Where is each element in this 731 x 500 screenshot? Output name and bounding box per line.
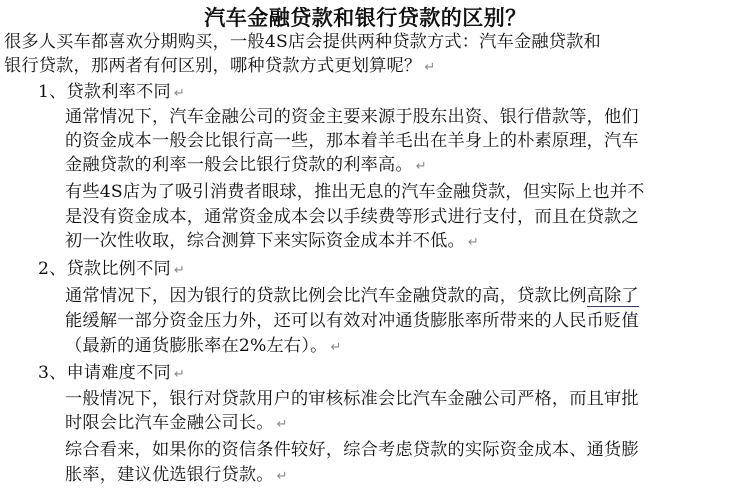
paragraph-mark-icon: ↵ [467, 235, 480, 250]
paragraph-mark-icon: ↵ [415, 159, 427, 174]
section-1-para-1-line-3: 金融贷款的利率一般会比银行贷款的利率高。 ↵ [65, 155, 427, 175]
section-2-heading: 2、贷款比例不同 ↵ [38, 259, 185, 279]
section-3-heading: 3、申请难度不同 ↵ [38, 363, 185, 383]
document-title: 汽车金融贷款和银行贷款的区别？ [204, 5, 527, 30]
paragraph-mark-icon: ↵ [330, 340, 342, 355]
paragraph-mark-icon: ↵ [173, 263, 185, 278]
section-3-para-1-line-2: 时限会比汽车金融公司长。 ↵ [65, 413, 288, 433]
section-1-para-1-line-1: 通常情况下，汽车金融公司的资金主要来源于股东出资、银行借款等，他们 [65, 107, 639, 127]
section-1-para-2-line-2: 是没有资金成本，通常资金成本会以手续费等形式进行支付，而且在贷款之 [65, 207, 639, 227]
paragraph-mark-icon: ↵ [276, 469, 288, 484]
section-2-para-1-line-3: （最新的通货膨胀率在2%左右）。 ↵ [65, 336, 342, 356]
section-1-para-2-line-1: 有些4S店为了吸引消费者眼球，推出无息的汽车金融贷款，但实际上也并不 [65, 182, 645, 202]
section-3-para-2-line-1: 综合看来，如果你的资信条件较好，综合考虑贷款的实际资金成本、通货膨 [65, 440, 639, 460]
section-1-para-2-line-3: 初一次性收取，综合测算下来实际资金成本并不低。 ↵ [65, 231, 480, 251]
section-3-para-2-line-2: 胀率，建议优选银行贷款。 ↵ [65, 465, 288, 485]
section-1-para-1-line-2: 的资金成本一般会比银行高一些，那本着羊毛出在羊身上的朴素原理，汽车 [65, 131, 639, 151]
paragraph-mark-icon: ↵ [424, 60, 436, 75]
paragraph-mark-icon: ↵ [173, 86, 185, 101]
section-2-para-1-line-2: 能缓解一部分资金压力外，还可以有效对冲通货膨胀率所带来的人民币贬值 [65, 311, 639, 331]
intro-line-1: 很多人买车都喜欢分期购买，一般4S店会提供两种贷款方式：汽车金融贷款和 [4, 32, 601, 52]
section-2-para-1-line-1: 通常情况下，因为银行的贷款比例会比汽车金融贷款的高，贷款比例高除了 [65, 286, 639, 306]
intro-line-2: 银行贷款，那两者有何区别，哪种贷款方式更划算呢？ ↵ [4, 56, 436, 76]
underlined-text: 高除了 [586, 286, 639, 306]
paragraph-mark-icon: ↵ [173, 367, 185, 382]
section-3-para-1-line-1: 一般情况下，银行对贷款用户的审核标准会比汽车金融公司严格，而且审批 [65, 389, 639, 409]
section-1-heading: 1、贷款利率不同 ↵ [38, 82, 185, 102]
paragraph-mark-icon: ↵ [276, 417, 288, 432]
